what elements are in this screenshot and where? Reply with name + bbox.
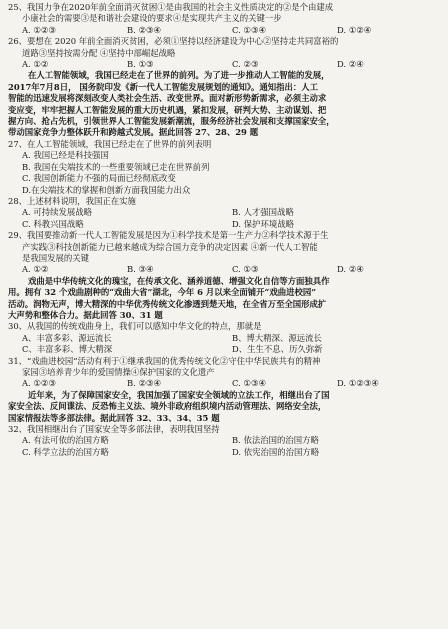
question-stem: 25、我国力争在2020年前全面消灭贫困①是由我国的社会主义性质决定的②是个由建成	[8, 2, 334, 12]
option-a: A. 我国已经是科技强国	[22, 150, 109, 161]
option-a: A、丰富多彩、源远流长	[22, 332, 112, 343]
option-d: D. ②④	[337, 264, 364, 275]
reading-passage-opera	[8, 276, 442, 322]
question-29	[8, 230, 442, 276]
question-stem: 28、上述材料说明，我国正在实施	[8, 195, 136, 206]
question-stem: 是我国发展的关键	[22, 252, 89, 263]
option-b: B. 我国在尖端技术的一些重要领域已走在世界前列	[22, 161, 210, 172]
question-stem: 29、我国要推动新一代人工智能发展是因为①科学技术是第一生产力②科学技术源于生	[8, 230, 329, 241]
option-c: C. ①③④	[232, 378, 266, 389]
passage-line: 变应变，牢牢把握人工智能发展的重大历史机遇，紧扣发展，研判大势、主动谋划、把	[8, 104, 327, 115]
option-c: C. ①③④	[232, 24, 266, 35]
question-27	[8, 139, 442, 196]
option-b: B. ③④	[127, 264, 154, 275]
question-26	[8, 36, 442, 70]
option-d: D. ①②④	[337, 24, 372, 35]
option-c: C. 科学立法的治国方略	[22, 446, 109, 457]
question-stem: 26、要想在 2020 年前全面消灭贫困，必须①坚持以经济建设为中心②坚持走共同富裕的	[8, 36, 339, 47]
option-d: D. ②④	[337, 59, 364, 70]
option-a: A. ①②	[22, 59, 49, 70]
option-c: C. ②③	[232, 59, 259, 70]
answer-options	[8, 447, 442, 458]
question-stem: 32、我国相继出台了国家安全等多部法律，表明我国坚持	[8, 424, 220, 435]
option-d: D. 保护环境战略	[232, 218, 294, 229]
reading-passage-security	[8, 390, 442, 424]
passage-line: 大声势和整体合力。据此回答 30、31 题	[8, 309, 163, 320]
question-25	[8, 2, 442, 36]
option-d: D.在尖端技术的掌握和创新方面我国能力出众	[22, 184, 191, 195]
answer-options	[8, 344, 442, 355]
question-32	[8, 424, 442, 458]
option-d: D. ①②③④	[337, 378, 379, 389]
option-a: A. ①②③	[22, 378, 56, 389]
answer-options	[8, 378, 442, 389]
passage-line: 智能的迅速发展将深刻改变人类社会生活、改变世界。面对新形势新需求，必须主动求	[8, 93, 327, 104]
question-stem: 家园③培养青少年的爱国情操④保护国家的文化遗产	[22, 367, 215, 377]
question-stem: 27、在人工智能领域，我国已经走在了世界的前列表明	[8, 138, 212, 149]
option-b: B. ②③④	[127, 24, 162, 35]
answer-options	[8, 264, 442, 275]
option-b: B. 人才强国战略	[232, 207, 294, 218]
answer-options	[8, 333, 442, 344]
option-a: A. 有法可依的治国方略	[22, 435, 109, 446]
option-d: D、生生不息、历久弥新	[232, 344, 323, 355]
reading-passage-ai	[8, 70, 442, 138]
answer-options	[8, 25, 442, 36]
passage-line: 在人工智能领域，我国已经走在了世界的前列。为了进一步推动人工智能的发展，	[28, 70, 330, 81]
option-c: C. 科教兴国战略	[22, 218, 84, 229]
question-30	[8, 321, 442, 355]
option-a: A. 可持续发展战略	[22, 207, 92, 218]
passage-line: 2017年7月8日， 国务院印发《新一代人工智能发展规划的通知》。通知指出：人工	[8, 81, 319, 92]
question-stem: 小康社会的需要③是和谐社会建设的要求④是实现共产主义的关键一步	[22, 13, 282, 24]
answer-options	[8, 435, 442, 446]
option-b: B. ①③	[127, 59, 154, 70]
question-stem: 道路③坚持按需分配 ④坚持中部崛起战略	[22, 47, 176, 58]
option-c: C、丰富多彩、博大精深	[22, 344, 113, 355]
answer-options	[8, 219, 442, 230]
passage-line: 带动国家竞争力整体跃升和跨越式发展。据此回答 27、28、29 题	[8, 127, 259, 138]
option-a: A. ①②	[22, 264, 49, 275]
option-a: A. ①②③	[22, 24, 56, 35]
option-c: C. ①③	[232, 264, 259, 275]
passage-line: 用。拥有 32 个戏曲剧种的“戏曲大省”湖北，今年 6 月以来全面铺开“戏曲进校园”	[8, 287, 317, 298]
option-d: D. 依宪治国的治国方略	[232, 446, 320, 457]
passage-line: 国家情报法等多部法律。据此回答 32、33、34、35 题	[8, 412, 220, 423]
passage-line: 近年来，为了保障国家安全，我国加强了国家安全领域的立法工作，相继出台了国	[28, 389, 330, 400]
answer-options	[8, 207, 442, 218]
answer-options	[8, 59, 442, 70]
passage-line: 握方向、抢占先机，引领世界人工智能发展新潮流，服务经济社会发展和支撑国家安全，	[8, 116, 335, 127]
passage-line: 戏曲是中华传统文化的瑰宝，在传承文化、涵养道德、增强文化自信等方面独具作	[28, 275, 330, 286]
question-28	[8, 196, 442, 230]
passage-line: 活动。润物无声，博大精深的中华优秀传统文化渗透到楚天地，在全省万至全国形成扩	[8, 298, 327, 309]
question-stem: 31、“戏曲进校园”活动有利于①继承我国的优秀传统文化②守住中华民族共有的精神	[8, 355, 321, 366]
option-c: C. 我国创新能力不强的局面已经彻底改变	[22, 173, 176, 184]
question-stem: 30、从我国的传统戏曲身上，我们可以感知中华文化的特点，那就是	[8, 321, 262, 332]
question-31	[8, 356, 442, 390]
question-stem: 产实践③科技创新能力已越来越成为综合国力竞争的决定因素 ④新一代人工智能	[22, 241, 318, 252]
option-b: B、博大精深、源远流长	[232, 332, 322, 343]
option-b: B. ②③④	[127, 378, 162, 389]
passage-line: 家安全法、反间谍法、反恐怖主义法、境外非政府组织境内活动管理法、网络安全法，	[8, 401, 327, 412]
option-b: B. 依法治国的治国方略	[232, 435, 319, 446]
